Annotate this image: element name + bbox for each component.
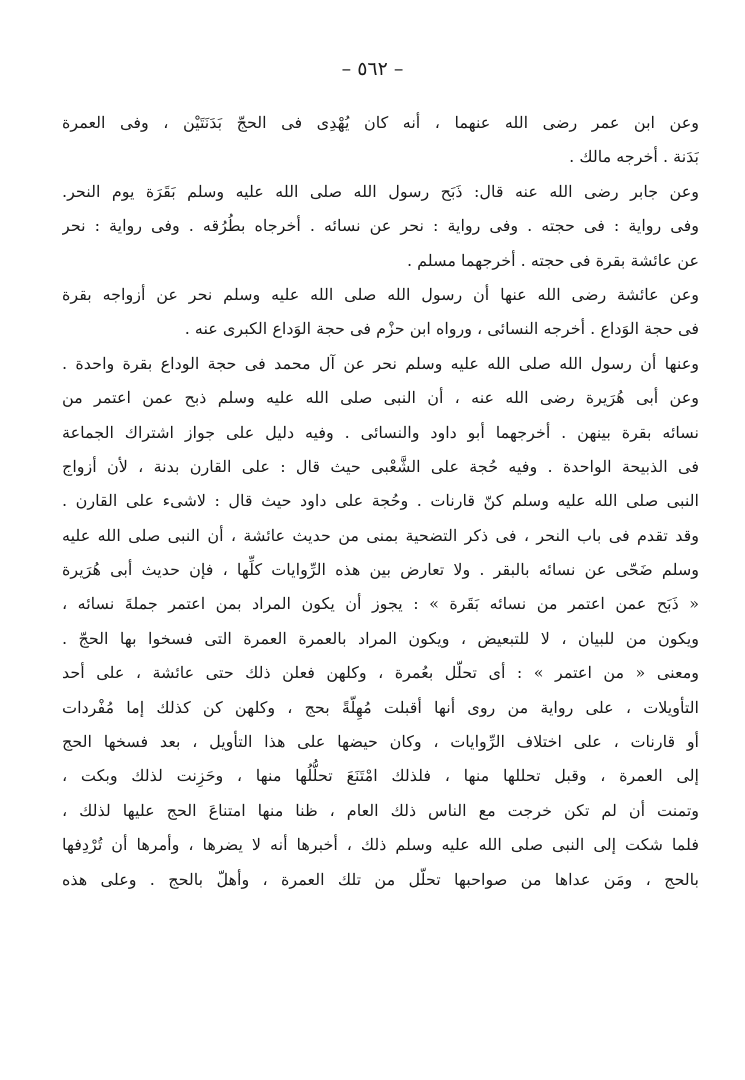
text-line: « ذَبَح عمن اعتمر من نسائه بَقَرة » : يجوز أن يكون المراد بمن اعتمر جملةَ نسائه ، <box>62 594 699 614</box>
text-line: بالحج ، ومَن عداها من صواحبها تحلّل من تلك العمرة ، وأهلّ بالحج . وعلى هذه <box>62 869 699 889</box>
text-line: وعنها أن رسول الله صلى الله عليه وسلم نحر عن آل محمد فى حجة الوداع بقرة واحدة . <box>62 353 699 373</box>
text-line: أو قارنات ، على اختلاف الرِّوايات ، وكان حيضها على هذا التأويل ، بعد فسخها الحج <box>62 732 699 752</box>
text-line: وقد تقدم فى باب النحر ، فى ذكر التضحية بمنى من حديث عائشة ، أن النبى صلى الله عليه <box>62 525 699 545</box>
text-line: فلما شكت إلى النبى صلى الله عليه وسلم ذلك ، أخبرها أنه لا يضرها ، وأمرها أن تُرْدِفها <box>62 835 699 855</box>
text-line: النبى صلى الله عليه وسلم كنّ قارنات . وحُجة على داود حيث قال : لاشىء على القارن . <box>62 491 699 511</box>
text-line: نسائه بقرة بينهن . أخرجهما أبو داود والنسائى . وفيه دليل على جواز اشتراك الجماعة <box>62 422 699 442</box>
text-line: وعن عائشة رضى الله عنها أن رسول الله صلى الله عليه وسلم نحر عن أزواجه بقرة <box>62 284 699 304</box>
text-line: التأويلات ، على رواية من روى أنها أقبلت مُهِلّةً بحج ، وكلهن كن كذلك إما مُفْردات <box>62 697 699 717</box>
page-number: – ٥٦٢ – <box>341 58 404 80</box>
text-line: فى الذبيحة الواحدة . وفيه حُجة على الشَّعْبى حيث قال : على القارن بدنة ، لأن أزواج <box>62 456 699 476</box>
text-line: وتمنت أن لم تكن خرجت مع الناس ذلك العام ، ظنا منها امتناعَ الحج عليها لذلك ، <box>62 800 699 820</box>
text-line: وعن جابر رضى الله عنه قال: ذَبَح رسول الله صلى الله عليه وسلم بَقَرَة يوم النحر. <box>62 181 699 201</box>
text-line: وسلم ضَحّى عن نسائه بالبقر . ولا تعارض بين هذه الرِّوايات كلِّها ، فإن حديث أبى هُرَيرة <box>62 560 699 580</box>
text-line: ومعنى « من اعتمر » : أى تحلّل بعُمرة ، وكلهن فعلن ذلك حتى عائشة ، على أحد <box>62 663 699 683</box>
text-line: ويكون من للبيان ، لا للتبعيض ، ويكون المراد بالعمرة العمرة التى فسخوا بها الحجّ . <box>62 628 699 648</box>
text-line: بَدَنة . أخرجه مالك . <box>569 147 699 167</box>
text-line: وعن ابن عمر رضى الله عنهما ، أنه كان يُهْدِى فى الحجّ بَدَنَتَيْن ، وفى العمرة <box>62 113 699 132</box>
text-line: إلى العمرة ، وقبل تحللها منها ، فلذلك امْتَنَعَ تحلُّلُها منها ، وحَزِنت لذلك وبكت ، <box>62 766 699 786</box>
text-line: فى حجة الوَداع . أخرجه النسائى ، ورواه ابن حزْم فى حجة الوَداع الكبرى عنه . <box>184 319 699 339</box>
text-line: وفى رواية : فى حجته . وفى رواية : نحر عن نسائه . أخرجاه بطُرُقه . وفى رواية : نحر <box>62 216 699 236</box>
text-line: عن عائشة بقرة فى حجته . أخرجهما مسلم . <box>406 250 699 270</box>
text-line: وعن أبى هُرَيرة رضى الله عنه ، أن النبى صلى الله عليه وسلم ذبح عمن اعتمر من <box>62 388 699 408</box>
body-text <box>62 106 699 897</box>
